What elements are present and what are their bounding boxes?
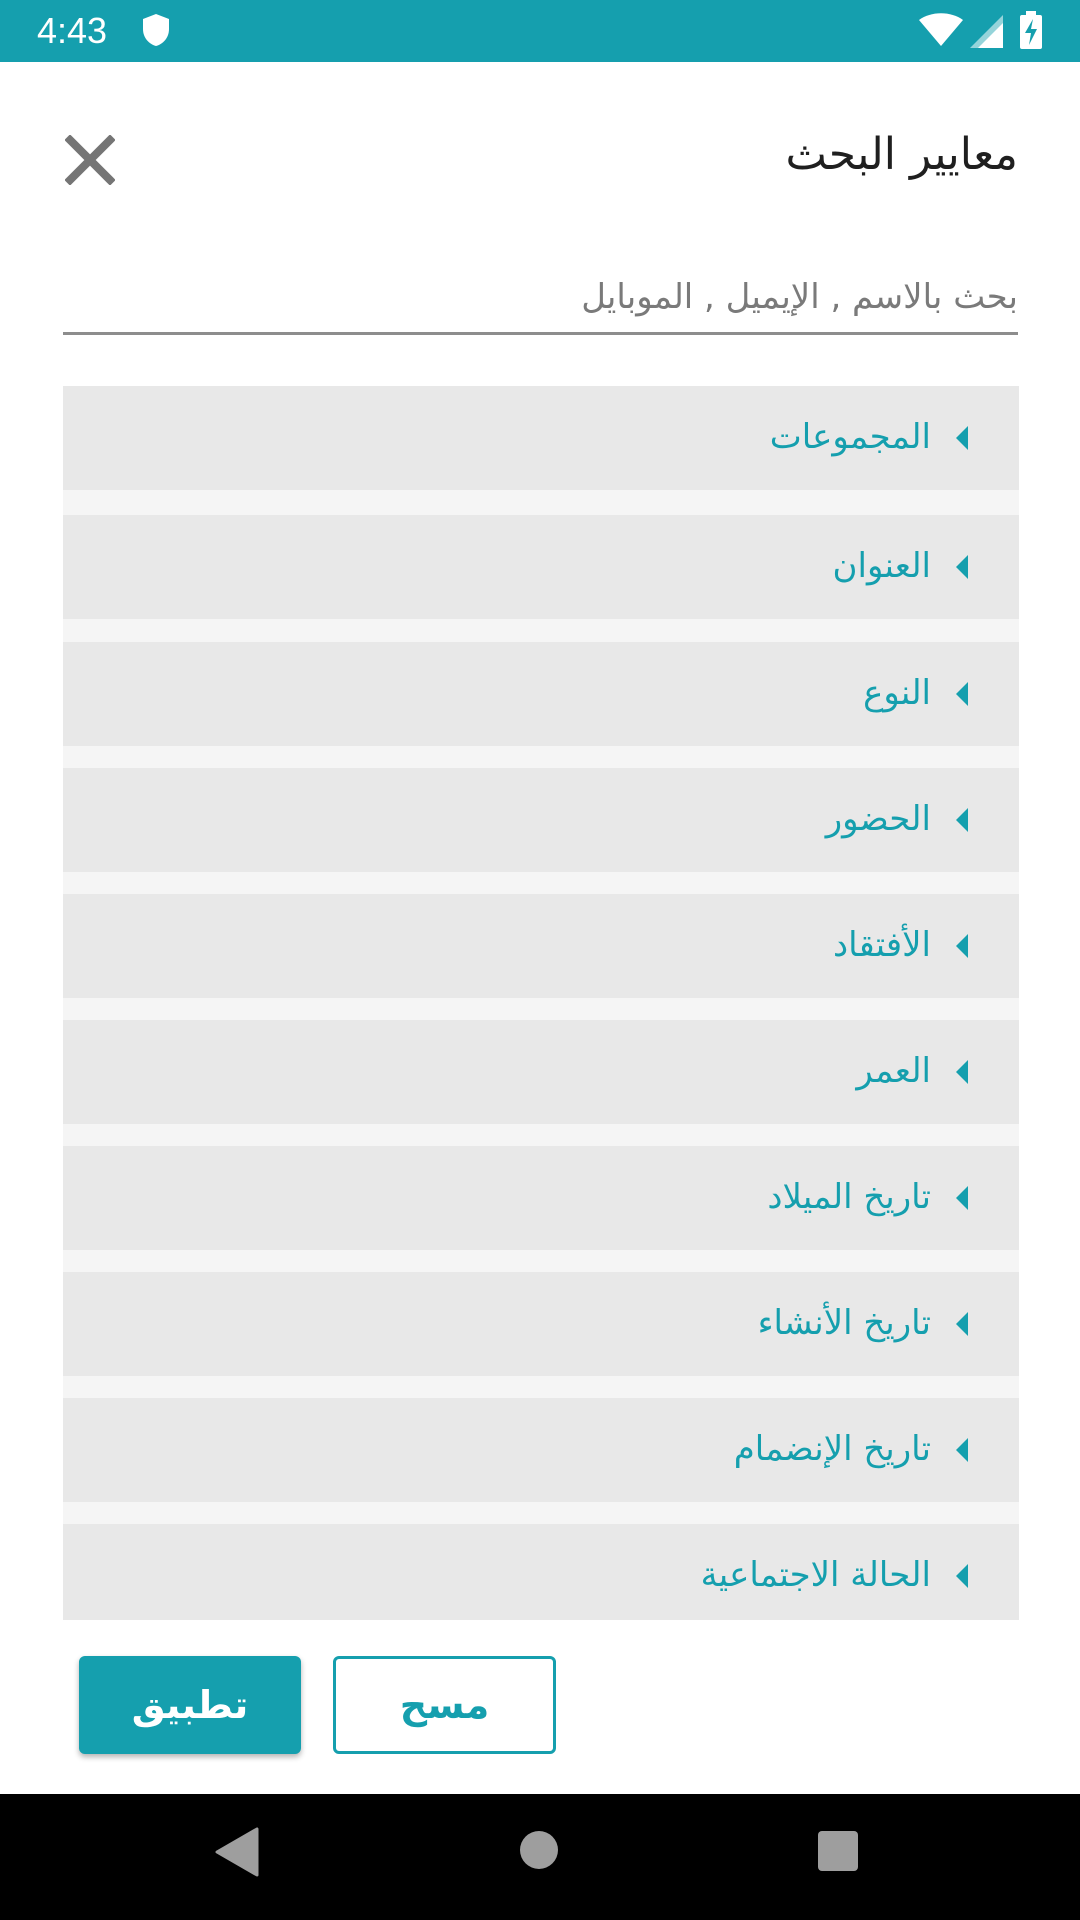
criteria-item-marital-status[interactable] [63, 1524, 1019, 1620]
caret-left-icon [956, 1438, 968, 1462]
criteria-label: العنوان [832, 546, 931, 586]
criteria-list[interactable] [63, 386, 1019, 1620]
criteria-label: تاريخ الإنضمام [733, 1429, 931, 1469]
criteria-item-type[interactable] [63, 642, 1019, 746]
caret-left-icon [956, 1564, 968, 1588]
criteria-label: تاريخ الأنشاء [757, 1303, 931, 1343]
criteria-label: تاريخ الميلاد [767, 1177, 931, 1217]
navigation-bar [0, 1794, 1080, 1920]
home-icon[interactable] [518, 1829, 560, 1875]
shield-icon [142, 13, 170, 51]
close-icon [65, 135, 115, 189]
caret-left-icon [956, 1060, 968, 1084]
criteria-item-creation-date[interactable] [63, 1272, 1019, 1376]
battery-charging-icon [1020, 11, 1042, 53]
caret-left-icon [956, 1312, 968, 1336]
wifi-icon [918, 13, 964, 51]
caret-left-icon [956, 1186, 968, 1210]
caret-left-icon [956, 808, 968, 832]
criteria-item-birth-date[interactable] [63, 1146, 1019, 1250]
criteria-label: النوع [863, 673, 931, 713]
criteria-label: العمر [856, 1051, 931, 1091]
clear-button[interactable]: مسح [333, 1656, 556, 1754]
criteria-label: الحضور [825, 799, 931, 839]
criteria-item-address[interactable] [63, 515, 1019, 619]
criteria-label: الأفتقاد [832, 925, 931, 965]
criteria-item-join-date[interactable] [63, 1398, 1019, 1502]
caret-left-icon [956, 682, 968, 706]
recents-icon[interactable] [817, 1830, 859, 1876]
criteria-item-follow-up[interactable] [63, 894, 1019, 998]
caret-left-icon [956, 934, 968, 958]
apply-button[interactable]: تطبيق [79, 1656, 301, 1754]
criteria-label: المجموعات [769, 417, 931, 457]
criteria-label: الحالة الاجتماعية [700, 1555, 931, 1595]
back-icon[interactable] [215, 1827, 259, 1881]
caret-left-icon [956, 426, 968, 450]
page-title: معايير البحث [785, 129, 1018, 180]
caret-left-icon [956, 555, 968, 579]
status-bar [0, 0, 1080, 62]
criteria-item-attendance[interactable] [63, 768, 1019, 872]
close-button[interactable] [60, 132, 120, 192]
criteria-item-age[interactable] [63, 1020, 1019, 1124]
signal-icon [968, 13, 1004, 53]
search-input[interactable] [63, 262, 1018, 335]
status-time: 4:43 [37, 10, 108, 51]
criteria-item-groups[interactable] [63, 386, 1019, 490]
